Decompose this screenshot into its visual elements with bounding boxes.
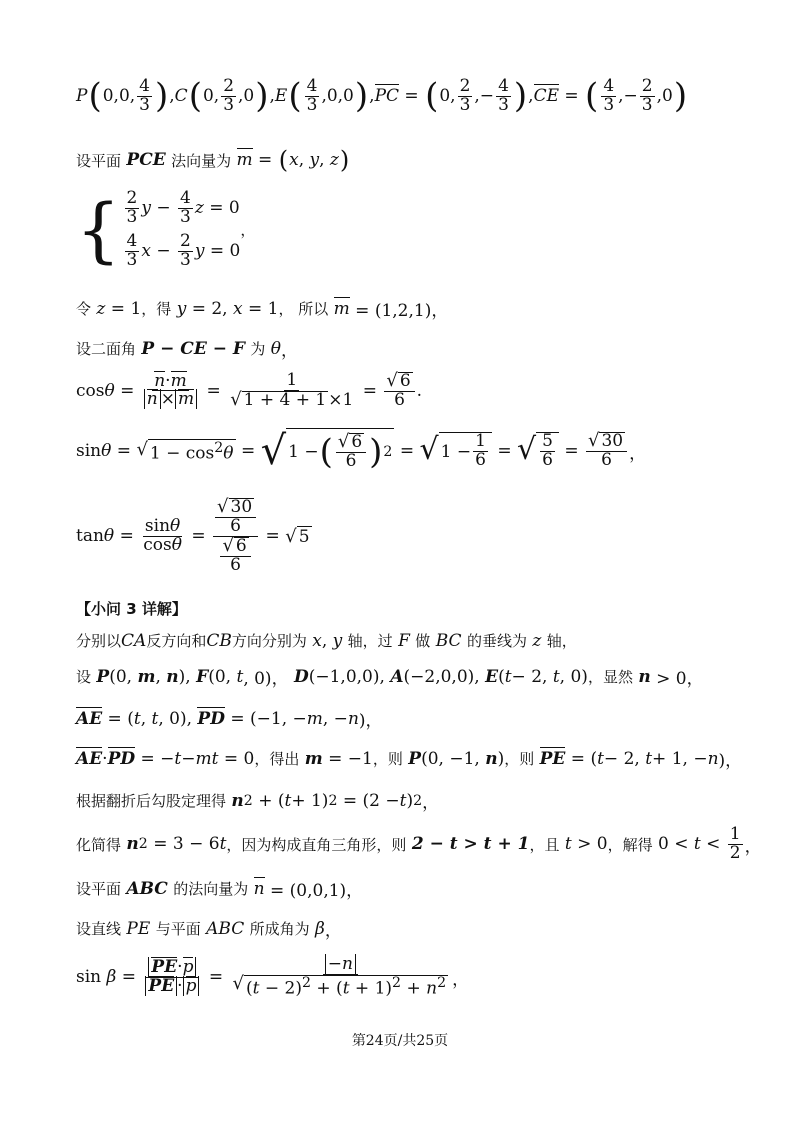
coordinates-line: P ( 0,0, $\frac{4}{3}$ ) , C ( 0, $\frac{2}{3}$ ,0 ) , E ( $\frac{4}{3}$ ,0,0 ) , PC = ( 0, $\frac{2}{3}$ ,− $\frac{4}{3}$ ) , CE = ( $\frac{4}{3}$ ,− $\frac{2}{3}$ ,0 ) [76,76,688,117]
solve-line: 令 z = 1 ，得 y = 2, x = 1 ， 所以 m = (1,2,1)， [76,298,449,321]
dihedral-angle-line: 设二面角 P − CE − F 为 θ ， [76,338,299,361]
point-setup-line: 设 P (0, m , n ), F (0, t , 0)， D (−1,0,0), A (−2,0,0), E ( t − 2, t , 0) ，显然 n > 0， [76,666,704,689]
axis-setup-line: 分别以 CA 反方向和 CB 方向分别为 x , y 轴，过 F 做 BC 的垂线为 z 轴， [76,630,577,651]
page-footer: 第24页/共25页 [351,1033,449,1049]
cos-line: cos θ = $\frac{n\cdot m}{n \times m}$ = 1 √ 1 + 4 + 1 ×1 = √ 6 6 . [76,370,423,410]
vectors-line: AE = ( t , t , 0), PD = (−1, − m , − n )， [76,708,383,731]
pythagorean-line: 根据翻折后勾股定理得 n 2 + ( t + 1) 2 = (2 − t ) 2 ， [76,790,440,813]
simplify-line: 化简得 n 2 = 3 − 6 t ，因为构成直角三角形，则 2 − t > t + 1 ，且 t > 0 ，解得 0 < t < $\frac{1}{2}$ ， [76,824,762,863]
section-3-heading: 【小问 3 详解】 [76,600,187,618]
sin-beta-line: sin β = $\frac{PE\cdot p}{PE \cdot p}$ = −n √ $(t - 2)^2 + (t + 1)^2 + n^2$ ， [76,954,470,999]
angle-beta-line: 设直线 PE 与平面 ABC 所成角为 β ， [76,918,342,941]
sin-line: sin θ = √ $1 - \cos^2\theta$ = √ 1 − ( √ 6 6 ) 2 = √ 1 − $\frac{1}{6}$ = √ $\frac{5}{6}$ = √ 30 6 ， [76,428,647,474]
tan-line: tan θ = $\frac{\sin\theta}{\cos\theta}$ = √ 30 6 √ 6 6 = √ 5 [76,496,310,575]
dot-product-line: AE · PD = − t − mt = 0 ，得出 m = −1 ，则 P (0, −1, n ) ，则 PE = ( t − 2, t + 1, − n )， [76,748,743,771]
normal-vector-line: 设平面 PCE 法向量为 m = ( x , y , z ) [76,146,350,174]
plane-abc-normal-line: 设平面 ABC 的法向量为 n = (0,0,1)， [76,878,364,901]
equation-system: { $\frac{2}{3}$ y − $\frac{4}{3}$ z = 0 $\frac{4}{3}$ x − $\frac{2}{3}$ y = 0 ， [76,188,256,271]
